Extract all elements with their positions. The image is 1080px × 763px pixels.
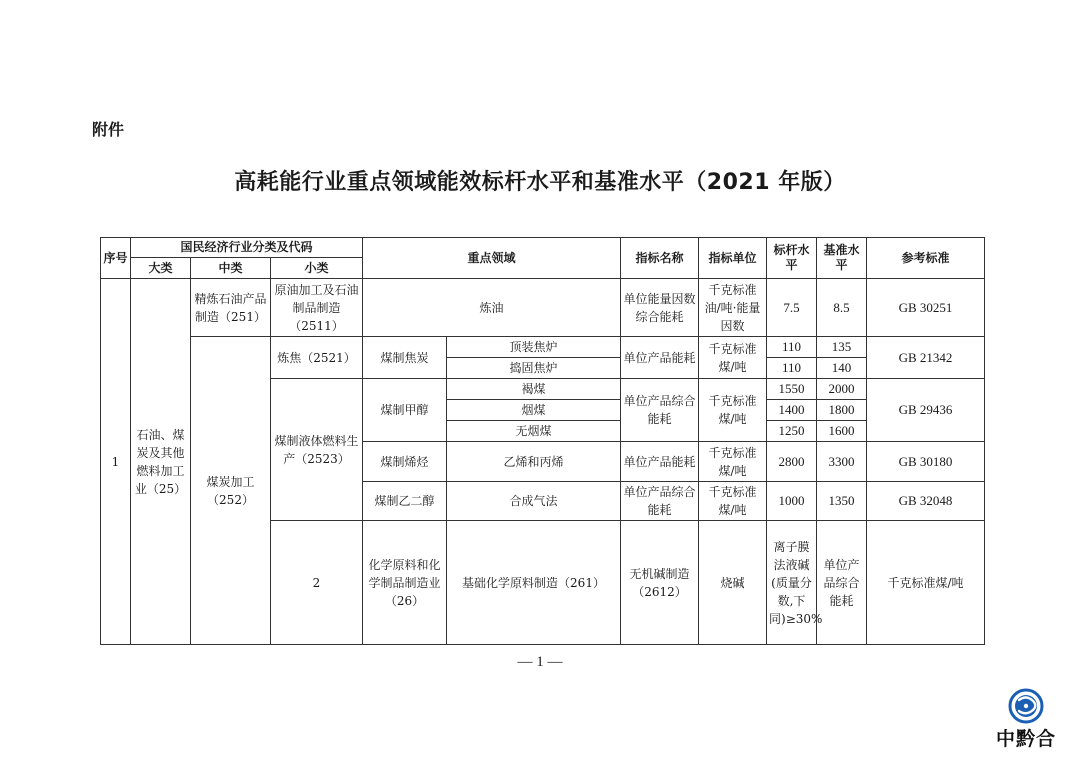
- benchmark-refining: 7.5: [767, 279, 817, 337]
- benchmark-coke-1: 110: [767, 337, 817, 358]
- standard-glycol: GB 32048: [867, 482, 985, 521]
- unit-methanol: 千克标准煤/吨: [699, 379, 767, 442]
- row-seq-2: 2: [271, 521, 363, 645]
- unit-caustic: 千克标准煤/吨: [867, 521, 985, 645]
- header-middle: 中类: [191, 258, 271, 279]
- standard-methanol: GB 29436: [867, 379, 985, 442]
- category-middle-251: 精炼石油产品制造（251）: [191, 279, 271, 337]
- header-standard: 参考标准: [867, 238, 985, 279]
- unit-olefin: 千克标准煤/吨: [699, 442, 767, 482]
- indicator-coke: 单位产品能耗: [621, 337, 699, 379]
- baseline-coke-1: 135: [817, 337, 867, 358]
- standard-coke: GB 21342: [867, 337, 985, 379]
- benchmark-methanol-3: 1250: [767, 421, 817, 442]
- header-major: 大类: [131, 258, 191, 279]
- header-baseline: 基准水平: [817, 238, 867, 279]
- attachment-label: 附件: [92, 120, 125, 139]
- indicator-glycol: 单位产品综合能耗: [621, 482, 699, 521]
- category-minor-2511: 原油加工及石油制品制造（2511）: [271, 279, 363, 337]
- category-minor-2612: 无机碱制造（2612）: [621, 521, 699, 645]
- header-key-area: 重点领域: [363, 238, 621, 279]
- document-title: 高耗能行业重点领域能效标杆水平和基准水平（2021 年版）: [234, 170, 846, 195]
- benchmark-coke-2: 110: [767, 358, 817, 379]
- indicator-refining: 单位能量因数综合能耗: [621, 279, 699, 337]
- benchmark-glycol: 1000: [767, 482, 817, 521]
- unit-coke: 千克标准煤/吨: [699, 337, 767, 379]
- sub-anthracite: 无烟煤: [447, 421, 621, 442]
- area-methanol: 煤制甲醇: [363, 379, 447, 442]
- baseline-methanol-2: 1800: [817, 400, 867, 421]
- category-minor-2521: 炼焦（2521）: [271, 337, 363, 379]
- sub-ethylene-propylene: 乙烯和丙烯: [447, 442, 621, 482]
- benchmark-table: [100, 237, 985, 645]
- sub-ion-membrane: 离子膜法液碱(质量分数,下同)≥30%: [767, 521, 817, 645]
- benchmark-methanol-2: 1400: [767, 400, 817, 421]
- baseline-coke-2: 140: [817, 358, 867, 379]
- standard-olefin: GB 30180: [867, 442, 985, 482]
- unit-refining: 千克标准油/吨·能量因数: [699, 279, 767, 337]
- header-unit: 指标单位: [699, 238, 767, 279]
- sub-lignite: 褐煤: [447, 379, 621, 400]
- header-minor: 小类: [271, 258, 363, 279]
- brand-logo: [988, 688, 1064, 758]
- sub-top-charging: 顶装焦炉: [447, 337, 621, 358]
- sub-stamp-charging: 捣固焦炉: [447, 358, 621, 379]
- area-caustic-soda: 烧碱: [699, 521, 767, 645]
- header-seq: 序号: [101, 238, 131, 279]
- page-number: — 1 —: [517, 654, 563, 670]
- baseline-methanol-1: 2000: [817, 379, 867, 400]
- header-benchmark: 标杆水平: [767, 238, 817, 279]
- sub-bituminous: 烟煤: [447, 400, 621, 421]
- indicator-olefin: 单位产品能耗: [621, 442, 699, 482]
- indicator-methanol: 单位产品综合能耗: [621, 379, 699, 442]
- indicator-caustic: 单位产品综合能耗: [817, 521, 867, 645]
- header-indicator: 指标名称: [621, 238, 699, 279]
- benchmark-olefin: 2800: [767, 442, 817, 482]
- area-glycol: 煤制乙二醇: [363, 482, 447, 521]
- header-classification: 国民经济行业分类及代码: [131, 238, 363, 258]
- row-seq-1: 1: [101, 279, 131, 645]
- baseline-glycol: 1350: [817, 482, 867, 521]
- standard-refining: GB 30251: [867, 279, 985, 337]
- baseline-methanol-3: 1600: [817, 421, 867, 442]
- area-coke: 煤制焦炭: [363, 337, 447, 379]
- category-middle-261: 基础化学原料制造（261）: [447, 521, 621, 645]
- category-major-25: 石油、煤炭及其他燃料加工业（25）: [131, 279, 191, 645]
- category-major-26: 化学原料和化学制品制造业（26）: [363, 521, 447, 645]
- logo-emblem-icon: [1008, 688, 1044, 724]
- category-middle-252: 煤炭加工（252）: [191, 337, 271, 645]
- sub-syngas: 合成气法: [447, 482, 621, 521]
- area-olefin: 煤制烯烃: [363, 442, 447, 482]
- category-minor-2523: 煤制液体燃料生产（2523）: [271, 379, 363, 521]
- benchmark-methanol-1: 1550: [767, 379, 817, 400]
- unit-glycol: 千克标准煤/吨: [699, 482, 767, 521]
- area-refining: 炼油: [363, 279, 621, 337]
- logo-text: 中黔合: [995, 728, 1056, 750]
- baseline-olefin: 3300: [817, 442, 867, 482]
- baseline-refining: 8.5: [817, 279, 867, 337]
